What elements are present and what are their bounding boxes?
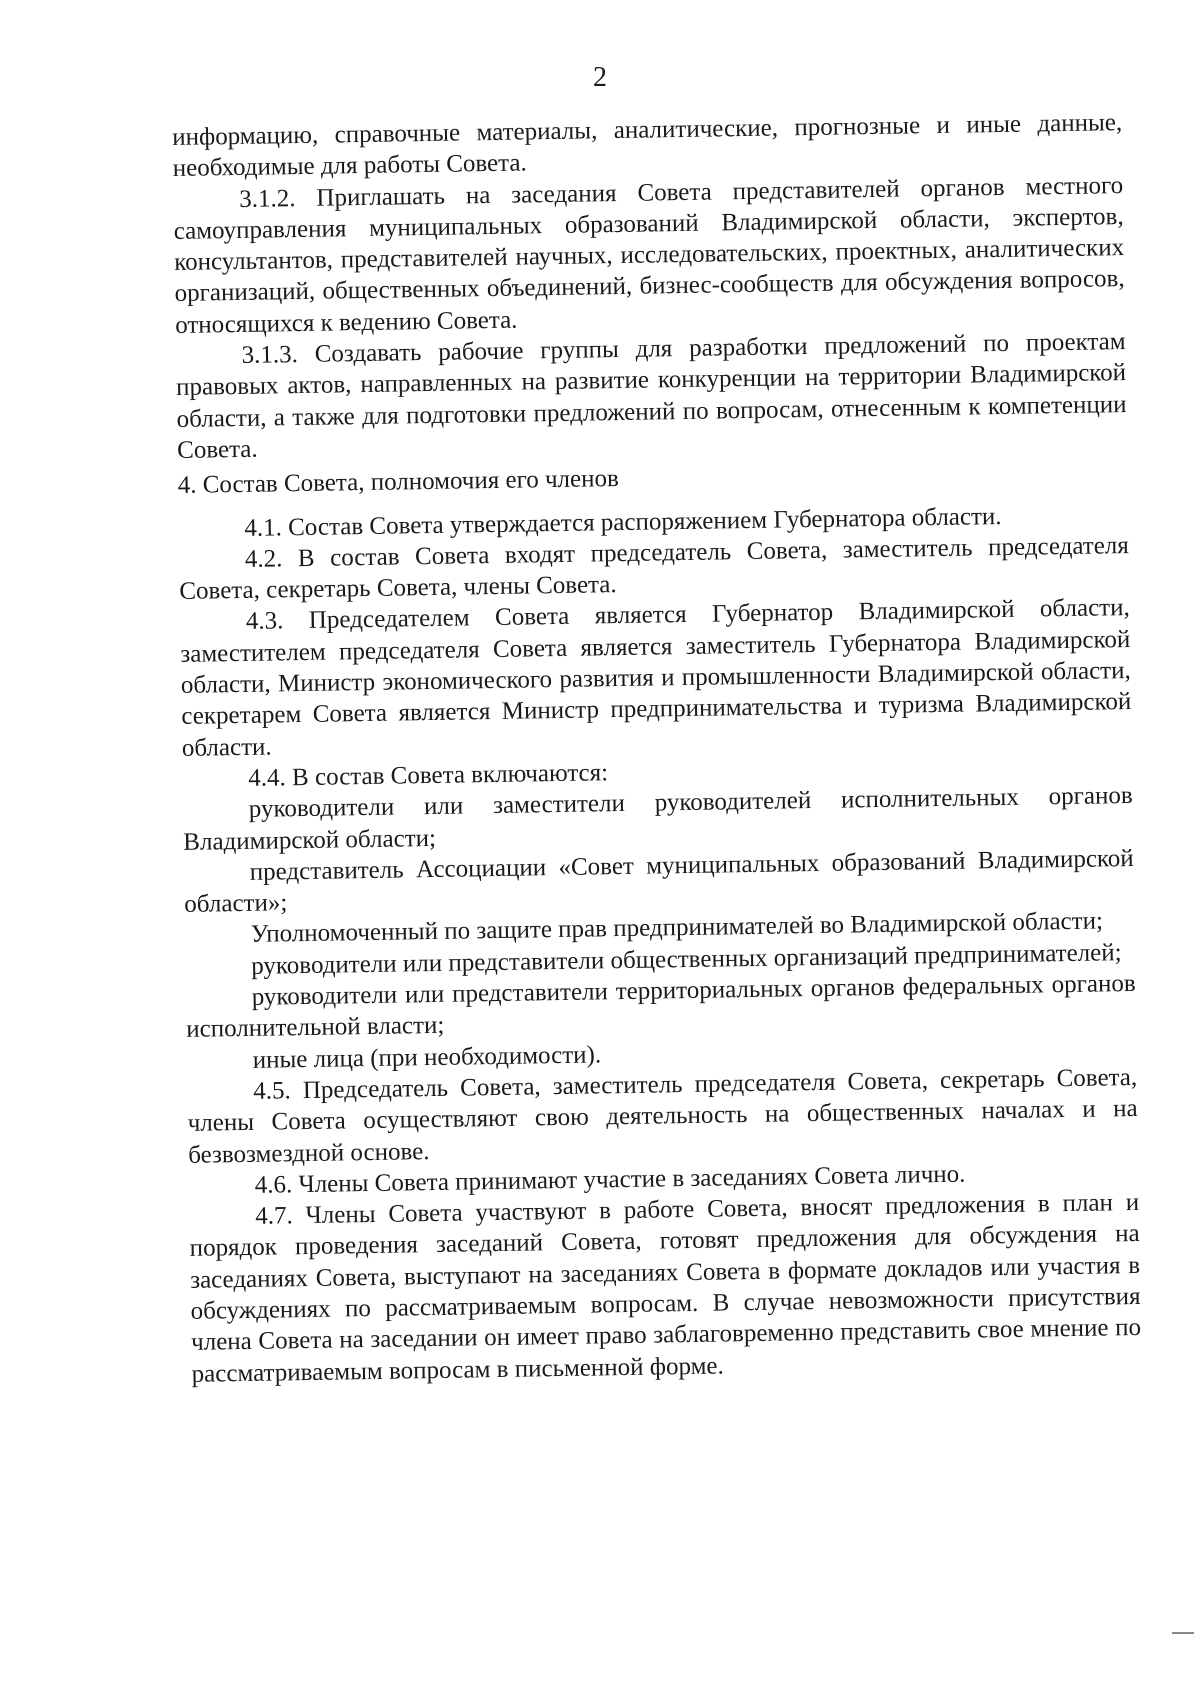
scan-edge-mark — [1172, 1632, 1194, 1634]
paragraph-4-2: 4.2. В состав Совета входят председатель Совета, заместитель председателя Совета, секретарь Совета, члены Совета. — [179, 531, 1129, 606]
paragraph-3-1-2: 3.1.2. Приглашать на заседания Совета представителей органов местного самоуправления муниципальных образований Владимирской области, экспертов, консультантов, представителей научных, исследовательских, проектных, аналитических организаций, общественных объединений, бизнес-сообществ для обсуждения вопросов, относящихся к ведению Совета. — [173, 171, 1125, 339]
paragraph-4-4: 4.4. В состав Совета включаются: — [248, 759, 609, 792]
list-item: руководители или заместители руководителей исполнительных органов Владимирской области; — [183, 782, 1133, 856]
list-item: представитель Ассоциации «Совет муниципальных образований Владимирской области»; — [184, 844, 1134, 919]
paragraph-3-1-3: 3.1.3. Создавать рабочие группы для разработки предложений по проектам правовых актов, направленных на развитие конкуренции на территории Владимирской области, а также для подготовки предложений по вопросам, отнесенным к компетенции Совета. — [175, 328, 1127, 464]
document-body — [172, 107, 1142, 1390]
paragraph-4-7: 4.7. Члены Совета участвуют в работе Совета, вносят предложения в план и порядок проведения заседаний Совета, готовят предложения для обсуждения на заседаниях Совета, выступают на заседаниях Совета в формате докладов или участия в обсуждениях по рассматриваемым вопросам. В случае невозможности присутствия члена Совета на заседании он имеет право заблаговременно представить свое мнение по рассматриваемым вопросам в письменной форме. — [189, 1189, 1142, 1388]
paragraph-4-1: 4.1. Состав Совета утверждается распоряжением Губернатора области. — [244, 502, 1002, 542]
paragraph-4-6: 4.6. Члены Совета принимают участие в заседаниях Совета лично. — [254, 1160, 966, 1199]
section-heading: 4. Состав Совета, полномочия его членов — [177, 465, 620, 500]
paragraph-4-5: 4.5. Председатель Совета, заместитель председателя Совета, секретарь Совета, члены Совета осуществляют свою деятельность на общественных началах и на безвозмездной основе. — [187, 1063, 1138, 1169]
list-item: руководители или представители общественных организаций предпринимателей; — [251, 938, 1122, 980]
paragraph-continuation: информацию, справочные материалы, аналитические, прогнозные и иные данные, необходимые для работы Совета. — [172, 109, 1123, 183]
list-item: Уполномоченный по защите прав предпринимателей во Владимирской области; — [250, 907, 1104, 949]
list-item: иные лица (при необходимости). — [252, 1040, 602, 1074]
list-item: руководители или представители территориальных органов федеральных органов исполнительной власти; — [186, 969, 1136, 1044]
page-number: 2 — [593, 62, 607, 93]
paragraph-4-3: 4.3. Председателем Совета является Губернатор Владимирской области, заместителем председателя Совета является заместитель Губернатора Владимирской области, Министр экономического развития и промышленности Владимирской области, секретарем Совета является Министр предпринимательства и туризма Владимирской области. — [180, 594, 1132, 762]
